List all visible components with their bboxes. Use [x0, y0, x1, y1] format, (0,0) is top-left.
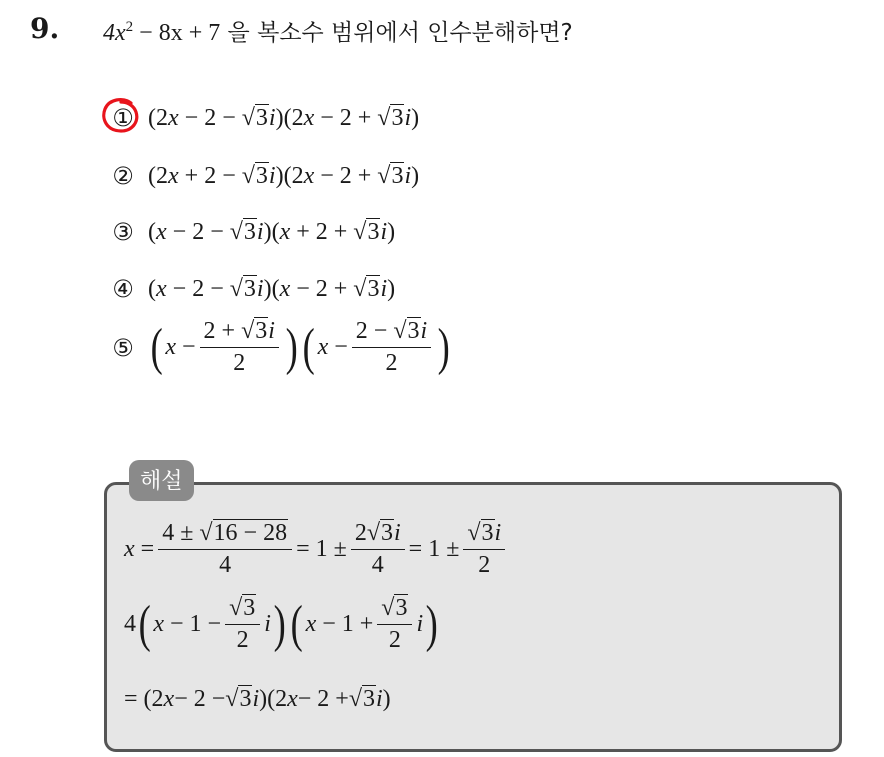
choice-5-text: ( x − $\frac{2 + √3i}{2}$ ) ( x − $\frac{2 - √3i}{2}$ ) — [150, 318, 450, 376]
solution-line-3: = (2 x − 2 − √3 i )(2 x − 2 + √3 i ) — [124, 686, 391, 712]
choice-5[interactable] — [108, 318, 453, 377]
question-number: 9. — [30, 12, 60, 45]
question-expression-suffix: − 8x + 7 — [133, 20, 221, 46]
choice-1-marker: ① — [112, 104, 134, 132]
choice-4-text: (x − 2 − √3i)(x − 2 + √3i) — [148, 275, 396, 302]
question-prompt: 을 복소수 범위에서 인수분해하면? — [220, 20, 573, 46]
solution-tag: 해설 — [129, 460, 194, 501]
choice-4[interactable] — [108, 275, 395, 303]
choice-2-marker: ② — [112, 162, 134, 190]
choice-2-text: (2x + 2 − √3i)(2x − 2 + √3i) — [148, 162, 420, 189]
choice-2[interactable] — [108, 162, 419, 190]
choice-4-marker: ④ — [112, 275, 134, 303]
question-text — [103, 14, 573, 47]
solution-line-1: x = $\frac{4 \pm √16 - 28}{4}$ = 1 ± $\frac{2√3i}{4}$ = 1 ± $\frac{√3i}{2}$ — [124, 520, 509, 579]
choice-1[interactable] — [108, 104, 419, 132]
choice-1-text: (2x − 2 − √3i)(2x − 2 + √3i) — [148, 104, 420, 131]
choice-3-marker: ③ — [112, 218, 134, 246]
choice-5-marker: ⑤ — [112, 333, 134, 362]
question-expression-prefix: 4x — [103, 20, 126, 46]
choice-3-text: (x − 2 − √3i)(x + 2 + √3i) — [148, 218, 396, 245]
question-exponent: 2 — [125, 19, 134, 35]
choice-3[interactable] — [108, 218, 395, 246]
solution-line-2: 4 ( x − 1 − $\frac{√3}{2}$ i ) ( x − 1 + $\frac{√3}{2}$ i ) — [124, 595, 438, 653]
